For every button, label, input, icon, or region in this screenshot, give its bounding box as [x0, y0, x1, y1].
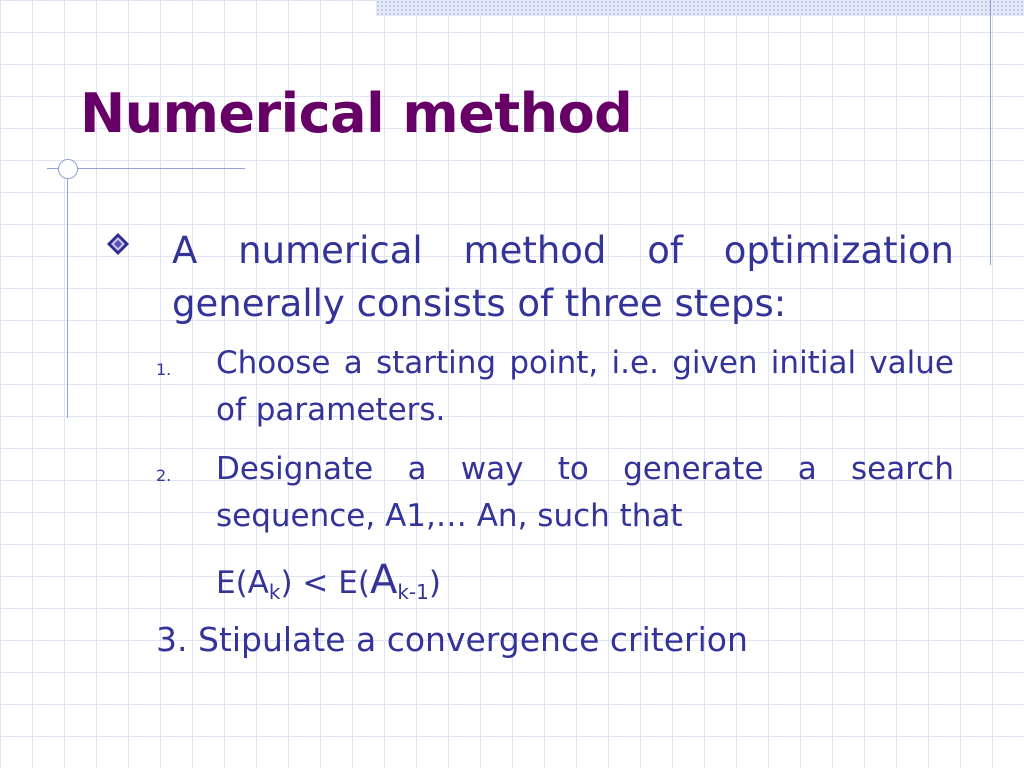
- formula-middle: ) < E(: [280, 565, 370, 601]
- slide-title: Numerical method: [80, 82, 633, 145]
- diamond-bullet-icon: [106, 232, 130, 256]
- decorative-vertical-line-right: [990, 0, 991, 265]
- step-number: 1.: [156, 360, 172, 379]
- formula-lhs-open: E(A: [216, 565, 269, 601]
- formula-rhs-letter: A: [369, 557, 398, 603]
- step-3-text: 3. Stipulate a convergence criterion: [156, 620, 748, 659]
- decorative-top-band: [376, 0, 1024, 16]
- main-bullet-text: A numerical method of optimization generally consists of three steps:: [172, 229, 954, 325]
- inequality-formula: [216, 556, 441, 616]
- decorative-circle: [58, 159, 78, 179]
- decorative-vertical-line-left: [67, 160, 68, 418]
- formula-close: ): [428, 565, 441, 601]
- formula-rhs-subscript: k-1: [397, 580, 429, 604]
- formula-lhs-subscript: k: [268, 580, 281, 604]
- step-number: 2.: [156, 466, 172, 485]
- step-text: Choose a starting point, i.e. given initial value of parameters.: [216, 345, 954, 428]
- step-text: Designate a way to generate a search sequence, A1,… An, such that: [216, 451, 954, 534]
